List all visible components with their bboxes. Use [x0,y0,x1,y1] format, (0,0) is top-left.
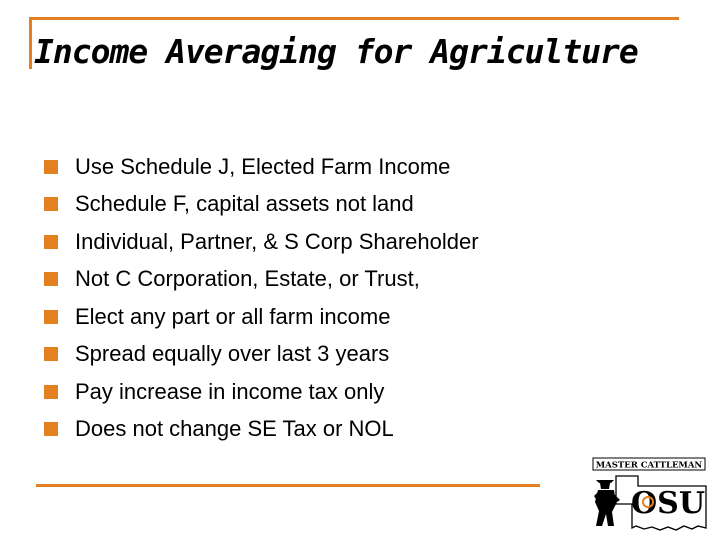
master-cattleman-logo [588,456,712,534]
bullet-square-icon [44,235,58,249]
bullet-list [44,148,479,448]
bullet-square-icon [44,160,58,174]
bullet-square-icon [44,197,58,211]
bullet-text: Spread equally over last 3 years [75,341,390,367]
bullet-text: Does not change SE Tax or NOL [75,416,394,442]
bullet-item [44,373,479,411]
bullet-square-icon [44,310,58,324]
bottom-rule [36,484,540,487]
bullet-text: Elect any part or all farm income [75,303,391,329]
slide-title: Income Averaging for Agriculture [34,32,638,71]
bullet-item [44,336,479,374]
bullet-square-icon [44,347,58,361]
bullet-item [44,411,479,449]
bullet-square-icon [44,272,58,286]
bullet-item [44,261,479,299]
title-rule-vertical [29,17,32,69]
bullet-text: Use Schedule J, Elected Farm Income [75,153,451,179]
bullet-text: Schedule F, capital assets not land [75,191,414,217]
osu-logo-icon [588,456,712,534]
bullet-item [44,223,479,261]
bullet-item [44,186,479,224]
logo-osu-text: OSU [631,486,705,521]
bullet-text: Individual, Partner, & S Corp Shareholder [75,228,479,254]
bullet-square-icon [44,385,58,399]
bullet-text: Pay increase in income tax only [75,378,385,404]
bullet-square-icon [44,422,58,436]
bullet-item [44,148,479,186]
bullet-text: Not C Corporation, Estate, or Trust, [75,266,420,292]
logo-top-text: MASTER CATTLEMAN [595,460,703,471]
bullet-item [44,298,479,336]
title-rule-horizontal [29,17,679,20]
